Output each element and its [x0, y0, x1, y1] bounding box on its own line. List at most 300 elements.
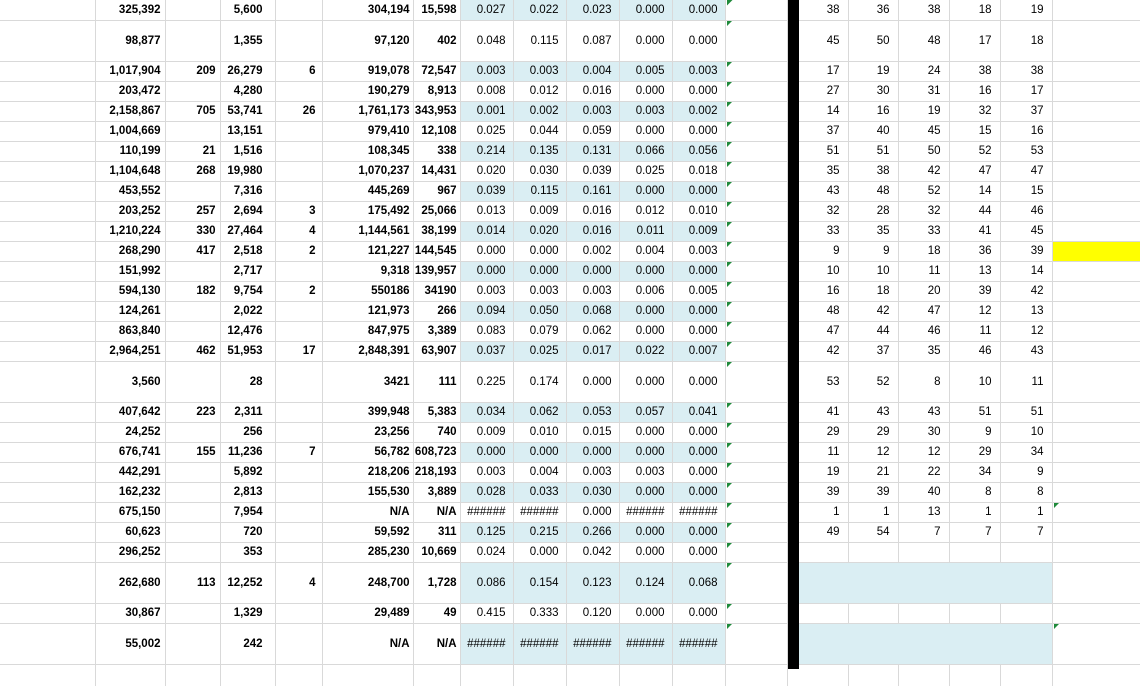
- cell[interactable]: 39: [799, 482, 848, 502]
- avg-cell[interactable]: [725, 0, 787, 20]
- cell[interactable]: 0.007: [672, 341, 725, 361]
- rate-cell[interactable]: [1052, 221, 1140, 241]
- cell[interactable]: 2,694: [220, 201, 275, 221]
- cell[interactable]: 0.039: [566, 161, 619, 181]
- cell[interactable]: 16: [848, 101, 898, 121]
- cell[interactable]: 0.000: [619, 261, 672, 281]
- cell[interactable]: 18: [949, 0, 1000, 20]
- cell[interactable]: 1,144,561: [322, 221, 413, 241]
- state-cell[interactable]: [0, 562, 95, 603]
- cell[interactable]: 1,004,669: [95, 121, 165, 141]
- cell[interactable]: 2,848,391: [322, 341, 413, 361]
- cell[interactable]: 0.003: [619, 101, 672, 121]
- cell[interactable]: [275, 361, 322, 402]
- cell[interactable]: 979,410: [322, 121, 413, 141]
- cell[interactable]: [275, 301, 322, 321]
- cell[interactable]: 0.000: [672, 321, 725, 341]
- cell[interactable]: 0.003: [566, 281, 619, 301]
- cell[interactable]: 0.000: [460, 442, 513, 462]
- cell[interactable]: 0.000: [619, 361, 672, 402]
- cell[interactable]: [949, 603, 1000, 623]
- merged-band-cell[interactable]: [799, 562, 1052, 603]
- cell[interactable]: 399,948: [322, 402, 413, 422]
- empty-cell[interactable]: [725, 664, 787, 686]
- cell[interactable]: 338: [413, 141, 460, 161]
- cell[interactable]: 0.022: [513, 0, 566, 20]
- cell[interactable]: 38,199: [413, 221, 460, 241]
- cell[interactable]: 0.024: [460, 542, 513, 562]
- rate-cell[interactable]: [1052, 101, 1140, 121]
- cell[interactable]: 7: [275, 442, 322, 462]
- cell[interactable]: 48: [898, 20, 949, 61]
- cell[interactable]: 26,279: [220, 61, 275, 81]
- cell[interactable]: 43: [1000, 341, 1052, 361]
- cell[interactable]: 9: [949, 422, 1000, 442]
- state-cell[interactable]: [0, 623, 95, 664]
- cell[interactable]: [275, 462, 322, 482]
- cell[interactable]: 38: [949, 61, 1000, 81]
- state-cell[interactable]: [0, 20, 95, 61]
- rate-cell[interactable]: [1052, 542, 1140, 562]
- cell[interactable]: 4: [275, 221, 322, 241]
- cell[interactable]: [799, 542, 848, 562]
- cell[interactable]: 0.028: [460, 482, 513, 502]
- rate-cell[interactable]: [1052, 482, 1140, 502]
- cell[interactable]: 0.057: [619, 402, 672, 422]
- avg-cell[interactable]: [725, 161, 787, 181]
- cell[interactable]: 0.004: [513, 462, 566, 482]
- state-cell[interactable]: [0, 181, 95, 201]
- rate-cell[interactable]: [1052, 61, 1140, 81]
- cell[interactable]: 0.003: [672, 241, 725, 261]
- cell[interactable]: [275, 402, 322, 422]
- cell[interactable]: 0.033: [513, 482, 566, 502]
- cell[interactable]: 46: [898, 321, 949, 341]
- cell[interactable]: 43: [799, 181, 848, 201]
- cell[interactable]: 12,252: [220, 562, 275, 603]
- cell[interactable]: [165, 321, 220, 341]
- cell[interactable]: 0.000: [513, 542, 566, 562]
- cell[interactable]: 0.003: [566, 101, 619, 121]
- cell[interactable]: ######: [672, 623, 725, 664]
- cell[interactable]: 0.135: [513, 141, 566, 161]
- cell[interactable]: N/A: [322, 502, 413, 522]
- cell[interactable]: 27,464: [220, 221, 275, 241]
- avg-cell[interactable]: [725, 542, 787, 562]
- state-cell[interactable]: [0, 161, 95, 181]
- empty-cell[interactable]: [275, 664, 322, 686]
- cell[interactable]: 29: [799, 422, 848, 442]
- cell[interactable]: 0.066: [619, 141, 672, 161]
- cell[interactable]: 0.000: [672, 261, 725, 281]
- empty-cell[interactable]: [220, 664, 275, 686]
- cell[interactable]: [275, 603, 322, 623]
- cell[interactable]: 203,472: [95, 81, 165, 101]
- cell[interactable]: 19: [1000, 0, 1052, 20]
- cell[interactable]: 40: [898, 482, 949, 502]
- state-cell[interactable]: [0, 201, 95, 221]
- cell[interactable]: 7: [898, 522, 949, 542]
- cell[interactable]: 13: [949, 261, 1000, 281]
- cell[interactable]: 0.094: [460, 301, 513, 321]
- state-cell[interactable]: [0, 603, 95, 623]
- cell[interactable]: 2: [275, 281, 322, 301]
- cell[interactable]: 37: [1000, 101, 1052, 121]
- rate-cell[interactable]: [1052, 261, 1140, 281]
- cell[interactable]: 17: [949, 20, 1000, 61]
- cell[interactable]: 0.062: [513, 402, 566, 422]
- cell[interactable]: 0.016: [566, 81, 619, 101]
- cell[interactable]: 0.018: [672, 161, 725, 181]
- state-cell[interactable]: [0, 502, 95, 522]
- cell[interactable]: 21: [848, 462, 898, 482]
- cell[interactable]: [275, 482, 322, 502]
- cell[interactable]: 17: [799, 61, 848, 81]
- cell[interactable]: 72,547: [413, 61, 460, 81]
- cell[interactable]: 847,975: [322, 321, 413, 341]
- cell[interactable]: 353: [220, 542, 275, 562]
- cell[interactable]: [275, 141, 322, 161]
- cell[interactable]: 0.000: [672, 20, 725, 61]
- cell[interactable]: [165, 121, 220, 141]
- cell[interactable]: 12,476: [220, 321, 275, 341]
- avg-cell[interactable]: [725, 402, 787, 422]
- cell[interactable]: 1,104,648: [95, 161, 165, 181]
- cell[interactable]: [275, 0, 322, 20]
- cell[interactable]: 0.000: [619, 422, 672, 442]
- cell[interactable]: [275, 20, 322, 61]
- cell[interactable]: 0.000: [460, 261, 513, 281]
- cell[interactable]: [165, 522, 220, 542]
- cell[interactable]: 31: [898, 81, 949, 101]
- state-cell[interactable]: [0, 301, 95, 321]
- cell[interactable]: 42: [799, 341, 848, 361]
- cell[interactable]: 0.056: [672, 141, 725, 161]
- cell[interactable]: 0.000: [460, 241, 513, 261]
- rate-cell[interactable]: [1052, 442, 1140, 462]
- cell[interactable]: 1,070,237: [322, 161, 413, 181]
- empty-cell[interactable]: [0, 664, 95, 686]
- cell[interactable]: [275, 161, 322, 181]
- rate-cell[interactable]: [1052, 121, 1140, 141]
- cell[interactable]: 218,193: [413, 462, 460, 482]
- cell[interactable]: 18: [848, 281, 898, 301]
- avg-cell[interactable]: [725, 81, 787, 101]
- cell[interactable]: 0.000: [672, 442, 725, 462]
- cell[interactable]: 242: [220, 623, 275, 664]
- cell[interactable]: [848, 603, 898, 623]
- cell[interactable]: 0.000: [513, 442, 566, 462]
- cell[interactable]: 24: [898, 61, 949, 81]
- cell[interactable]: 0.079: [513, 321, 566, 341]
- cell[interactable]: 10: [1000, 422, 1052, 442]
- rate-cell[interactable]: [1052, 623, 1140, 664]
- cell[interactable]: 1,355: [220, 20, 275, 61]
- cell[interactable]: 720: [220, 522, 275, 542]
- cell[interactable]: 51: [799, 141, 848, 161]
- avg-cell[interactable]: [725, 241, 787, 261]
- cell[interactable]: 442,291: [95, 462, 165, 482]
- cell[interactable]: 343,953: [413, 101, 460, 121]
- cell[interactable]: 5,892: [220, 462, 275, 482]
- cell[interactable]: 675,150: [95, 502, 165, 522]
- cell[interactable]: 155,530: [322, 482, 413, 502]
- cell[interactable]: 407,642: [95, 402, 165, 422]
- cell[interactable]: 268: [165, 161, 220, 181]
- cell[interactable]: 47: [799, 321, 848, 341]
- cell[interactable]: 19,980: [220, 161, 275, 181]
- cell[interactable]: 40: [848, 121, 898, 141]
- empty-cell[interactable]: [1052, 664, 1140, 686]
- cell[interactable]: 38: [799, 0, 848, 20]
- cell[interactable]: 14: [949, 181, 1000, 201]
- empty-cell[interactable]: [1000, 664, 1052, 686]
- avg-cell[interactable]: [725, 281, 787, 301]
- cell[interactable]: 0.000: [566, 261, 619, 281]
- state-cell[interactable]: [0, 321, 95, 341]
- cell[interactable]: 12: [949, 301, 1000, 321]
- avg-cell[interactable]: [725, 261, 787, 281]
- cell[interactable]: 182: [165, 281, 220, 301]
- highlighted-rate-cell[interactable]: [1052, 241, 1140, 261]
- cell[interactable]: 16: [949, 81, 1000, 101]
- cell[interactable]: 1,329: [220, 603, 275, 623]
- cell[interactable]: 0.120: [566, 603, 619, 623]
- cell[interactable]: 51: [949, 402, 1000, 422]
- cell[interactable]: 5,383: [413, 402, 460, 422]
- cell[interactable]: 325,392: [95, 0, 165, 20]
- cell[interactable]: 2,022: [220, 301, 275, 321]
- cell[interactable]: 25,066: [413, 201, 460, 221]
- cell[interactable]: 0.012: [619, 201, 672, 221]
- cell[interactable]: 139,957: [413, 261, 460, 281]
- cell[interactable]: 9: [799, 241, 848, 261]
- state-cell[interactable]: [0, 482, 95, 502]
- cell[interactable]: 0.010: [513, 422, 566, 442]
- cell[interactable]: 0.062: [566, 321, 619, 341]
- cell[interactable]: 19: [898, 101, 949, 121]
- cell[interactable]: 26: [275, 101, 322, 121]
- cell[interactable]: 10: [799, 261, 848, 281]
- cell[interactable]: 12: [848, 442, 898, 462]
- cell[interactable]: 0.005: [672, 281, 725, 301]
- cell[interactable]: [1000, 542, 1052, 562]
- cell[interactable]: N/A: [322, 623, 413, 664]
- cell[interactable]: 30: [848, 81, 898, 101]
- cell[interactable]: 11: [898, 261, 949, 281]
- rate-cell[interactable]: [1052, 321, 1140, 341]
- state-cell[interactable]: [0, 61, 95, 81]
- cell[interactable]: 56,782: [322, 442, 413, 462]
- cell[interactable]: ######: [460, 623, 513, 664]
- cell[interactable]: 0.000: [566, 502, 619, 522]
- rate-cell[interactable]: [1052, 422, 1140, 442]
- cell[interactable]: 121,973: [322, 301, 413, 321]
- avg-cell[interactable]: [725, 522, 787, 542]
- avg-cell[interactable]: [725, 121, 787, 141]
- cell[interactable]: 0.000: [672, 301, 725, 321]
- cell[interactable]: 12: [898, 442, 949, 462]
- cell[interactable]: 32: [949, 101, 1000, 121]
- cell[interactable]: 51: [1000, 402, 1052, 422]
- cell[interactable]: 4: [275, 562, 322, 603]
- cell[interactable]: 0.003: [513, 61, 566, 81]
- cell[interactable]: 0.083: [460, 321, 513, 341]
- cell[interactable]: 0.006: [619, 281, 672, 301]
- cell[interactable]: [275, 181, 322, 201]
- cell[interactable]: 0.030: [513, 161, 566, 181]
- cell[interactable]: 0.002: [513, 101, 566, 121]
- cell[interactable]: 218,206: [322, 462, 413, 482]
- rate-cell[interactable]: [1052, 141, 1140, 161]
- cell[interactable]: 3: [275, 201, 322, 221]
- cell[interactable]: 151,992: [95, 261, 165, 281]
- state-cell[interactable]: [0, 261, 95, 281]
- cell[interactable]: 402: [413, 20, 460, 61]
- cell[interactable]: [165, 623, 220, 664]
- cell[interactable]: 41: [799, 402, 848, 422]
- cell[interactable]: 17: [275, 341, 322, 361]
- cell[interactable]: 0.123: [566, 562, 619, 603]
- cell[interactable]: [165, 0, 220, 20]
- cell[interactable]: 863,840: [95, 321, 165, 341]
- cell[interactable]: 0.086: [460, 562, 513, 603]
- cell[interactable]: 0.115: [513, 20, 566, 61]
- cell[interactable]: 63,907: [413, 341, 460, 361]
- cell[interactable]: 13: [1000, 301, 1052, 321]
- cell[interactable]: 22: [898, 462, 949, 482]
- cell[interactable]: 0.000: [672, 422, 725, 442]
- cell[interactable]: 209: [165, 61, 220, 81]
- cell[interactable]: 38: [848, 161, 898, 181]
- cell[interactable]: 32: [898, 201, 949, 221]
- cell[interactable]: 311: [413, 522, 460, 542]
- cell[interactable]: 0.048: [460, 20, 513, 61]
- cell[interactable]: 37: [848, 341, 898, 361]
- cell[interactable]: 2,717: [220, 261, 275, 281]
- cell[interactable]: 0.023: [566, 0, 619, 20]
- cell[interactable]: 14: [1000, 261, 1052, 281]
- cell[interactable]: 18: [1000, 20, 1052, 61]
- cell[interactable]: 417: [165, 241, 220, 261]
- cell[interactable]: 11: [1000, 361, 1052, 402]
- cell[interactable]: 45: [1000, 221, 1052, 241]
- cell[interactable]: 29: [949, 442, 1000, 462]
- cell[interactable]: 60,623: [95, 522, 165, 542]
- cell[interactable]: 0.003: [619, 462, 672, 482]
- cell[interactable]: 38: [1000, 61, 1052, 81]
- cell[interactable]: [848, 542, 898, 562]
- cell[interactable]: [275, 81, 322, 101]
- avg-cell[interactable]: [725, 301, 787, 321]
- state-cell[interactable]: [0, 402, 95, 422]
- cell[interactable]: 30,867: [95, 603, 165, 623]
- cell[interactable]: 29: [848, 422, 898, 442]
- cell[interactable]: 16: [1000, 121, 1052, 141]
- avg-cell[interactable]: [725, 201, 787, 221]
- cell[interactable]: 1,017,904: [95, 61, 165, 81]
- cell[interactable]: 0.000: [619, 81, 672, 101]
- cell[interactable]: ######: [460, 502, 513, 522]
- cell[interactable]: 39: [949, 281, 1000, 301]
- cell[interactable]: 262,680: [95, 562, 165, 603]
- cell[interactable]: 9: [848, 241, 898, 261]
- cell[interactable]: 2,311: [220, 402, 275, 422]
- merged-band-cell[interactable]: [799, 623, 1052, 664]
- state-cell[interactable]: [0, 422, 95, 442]
- cell[interactable]: 19: [799, 462, 848, 482]
- avg-cell[interactable]: [725, 321, 787, 341]
- cell[interactable]: 35: [848, 221, 898, 241]
- cell[interactable]: 0.027: [460, 0, 513, 20]
- cell[interactable]: [165, 301, 220, 321]
- cell[interactable]: 10,669: [413, 542, 460, 562]
- cell[interactable]: 113: [165, 562, 220, 603]
- cell[interactable]: 1,516: [220, 141, 275, 161]
- cell[interactable]: 51,953: [220, 341, 275, 361]
- cell[interactable]: 6: [275, 61, 322, 81]
- empty-cell[interactable]: [322, 664, 413, 686]
- avg-cell[interactable]: [725, 482, 787, 502]
- cell[interactable]: 0.131: [566, 141, 619, 161]
- cell[interactable]: ######: [513, 623, 566, 664]
- cell[interactable]: N/A: [413, 502, 460, 522]
- avg-cell[interactable]: [725, 141, 787, 161]
- cell[interactable]: [275, 502, 322, 522]
- rate-cell[interactable]: [1052, 0, 1140, 20]
- cell[interactable]: 0.034: [460, 402, 513, 422]
- cell[interactable]: 0.020: [513, 221, 566, 241]
- cell[interactable]: 1,761,173: [322, 101, 413, 121]
- cell[interactable]: 462: [165, 341, 220, 361]
- cell[interactable]: 124,261: [95, 301, 165, 321]
- cell[interactable]: 45: [799, 20, 848, 61]
- state-cell[interactable]: [0, 462, 95, 482]
- cell[interactable]: 0.087: [566, 20, 619, 61]
- cell[interactable]: 0.000: [619, 522, 672, 542]
- cell[interactable]: 14,431: [413, 161, 460, 181]
- cell[interactable]: 53: [1000, 141, 1052, 161]
- empty-cell[interactable]: [949, 664, 1000, 686]
- cell[interactable]: [898, 542, 949, 562]
- cell[interactable]: 15: [949, 121, 1000, 141]
- cell[interactable]: 0.000: [672, 361, 725, 402]
- rate-cell[interactable]: [1052, 81, 1140, 101]
- cell[interactable]: 1: [799, 502, 848, 522]
- rate-cell[interactable]: [1052, 402, 1140, 422]
- cell[interactable]: 0.000: [619, 321, 672, 341]
- empty-cell[interactable]: [619, 664, 672, 686]
- cell[interactable]: 0.044: [513, 121, 566, 141]
- avg-cell[interactable]: [725, 361, 787, 402]
- cell[interactable]: 43: [898, 402, 949, 422]
- cell[interactable]: 0.124: [619, 562, 672, 603]
- cell[interactable]: 39: [848, 482, 898, 502]
- cell[interactable]: 13,151: [220, 121, 275, 141]
- cell[interactable]: 15,598: [413, 0, 460, 20]
- cell[interactable]: 11: [799, 442, 848, 462]
- cell[interactable]: 20: [898, 281, 949, 301]
- cell[interactable]: 2: [275, 241, 322, 261]
- cell[interactable]: 53,741: [220, 101, 275, 121]
- cell[interactable]: 110,199: [95, 141, 165, 161]
- cell[interactable]: 7: [949, 522, 1000, 542]
- cell[interactable]: 0.012: [513, 81, 566, 101]
- rate-cell[interactable]: [1052, 361, 1140, 402]
- cell[interactable]: 0.009: [672, 221, 725, 241]
- cell[interactable]: 47: [1000, 161, 1052, 181]
- state-cell[interactable]: [0, 241, 95, 261]
